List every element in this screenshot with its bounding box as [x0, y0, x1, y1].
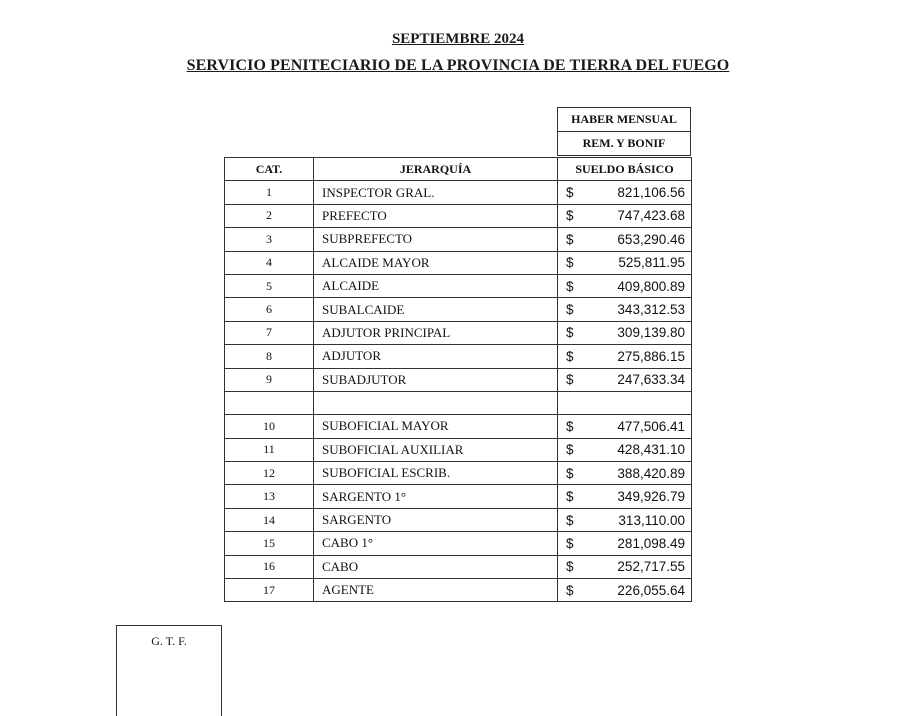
- salary-amount: 428,431.10: [617, 442, 685, 458]
- table-row: [225, 298, 692, 321]
- row-salary: [558, 415, 692, 438]
- row-rank: ADJUTOR PRINCIPAL: [314, 321, 558, 344]
- currency-symbol: $: [566, 231, 574, 247]
- currency-symbol: $: [566, 208, 574, 224]
- table-row: [225, 251, 692, 274]
- salary-amount: 477,506.41: [617, 418, 685, 434]
- row-salary: [558, 274, 692, 297]
- currency-symbol: $: [566, 185, 574, 201]
- table-header-row: [225, 158, 692, 181]
- row-category: 14: [225, 508, 314, 531]
- salary-amount: 275,886.15: [617, 348, 685, 364]
- salary-amount: 388,420.89: [617, 465, 685, 481]
- row-salary: [558, 321, 692, 344]
- row-rank: ALCAIDE: [314, 274, 558, 297]
- table-row: [225, 321, 692, 344]
- table-row: [225, 508, 692, 531]
- salary-amount: 281,098.49: [617, 535, 685, 551]
- row-category: 16: [225, 555, 314, 578]
- salary-table: [224, 157, 692, 602]
- empty-cell: [558, 391, 692, 414]
- document-month-title: SEPTIEMBRE 2024: [391, 31, 525, 47]
- row-rank: SUBOFICIAL ESCRIB.: [314, 462, 558, 485]
- row-rank: ALCAIDE MAYOR: [314, 251, 558, 274]
- row-rank: SUBOFICIAL MAYOR: [314, 415, 558, 438]
- row-rank: SUBADJUTOR: [314, 368, 558, 391]
- document-organization-title: SERVICIO PENITECIARIO DE LA PROVINCIA DE TIERRA DEL FUEGO: [186, 57, 730, 74]
- salary-amount: 409,800.89: [617, 278, 685, 294]
- currency-symbol: $: [566, 348, 574, 364]
- currency-symbol: $: [566, 278, 574, 294]
- row-rank: SARGENTO: [314, 508, 558, 531]
- currency-symbol: $: [566, 465, 574, 481]
- row-category: 4: [225, 251, 314, 274]
- row-category: 8: [225, 345, 314, 368]
- currency-symbol: $: [566, 489, 574, 505]
- row-rank: SUBOFICIAL AUXILIAR: [314, 438, 558, 461]
- table-row: [225, 462, 692, 485]
- table-row: [225, 485, 692, 508]
- row-category: 12: [225, 462, 314, 485]
- salary-header-line2: REM. Y BONIF: [558, 132, 691, 156]
- row-salary: [558, 251, 692, 274]
- salary-amount: 226,055.64: [617, 582, 685, 598]
- salary-amount: 653,290.46: [617, 231, 685, 247]
- salary-amount: 313,110.00: [618, 512, 685, 528]
- row-rank: SUBALCAIDE: [314, 298, 558, 321]
- row-salary: [558, 462, 692, 485]
- row-category: 17: [225, 579, 314, 602]
- row-category: 13: [225, 485, 314, 508]
- row-category: 11: [225, 438, 314, 461]
- row-salary: [558, 228, 692, 251]
- row-rank: SARGENTO 1°: [314, 485, 558, 508]
- salary-amount: 309,139.80: [617, 325, 685, 341]
- separator-row: [225, 391, 692, 414]
- table-row: [225, 532, 692, 555]
- table-row: [225, 579, 692, 602]
- table-row: [225, 228, 692, 251]
- row-salary: [558, 485, 692, 508]
- salary-amount: 525,811.95: [618, 255, 685, 271]
- row-category: 5: [225, 274, 314, 297]
- currency-symbol: $: [566, 512, 574, 528]
- column-header-cat: CAT.: [225, 158, 314, 181]
- table-row: [225, 555, 692, 578]
- row-rank: AGENTE: [314, 579, 558, 602]
- row-category: 6: [225, 298, 314, 321]
- currency-symbol: $: [566, 372, 574, 388]
- row-salary: [558, 181, 692, 204]
- row-category: 9: [225, 368, 314, 391]
- currency-symbol: $: [566, 255, 574, 271]
- row-category: 7: [225, 321, 314, 344]
- row-rank: CABO: [314, 555, 558, 578]
- table-row: [225, 204, 692, 227]
- row-salary: [558, 298, 692, 321]
- row-rank: SUBPREFECTO: [314, 228, 558, 251]
- salary-amount: 252,717.55: [617, 559, 685, 575]
- signature-stamp-box: [116, 625, 222, 716]
- row-category: 1: [225, 181, 314, 204]
- row-salary: [558, 438, 692, 461]
- currency-symbol: $: [566, 559, 574, 575]
- currency-symbol: $: [566, 442, 574, 458]
- salary-amount: 247,633.34: [617, 372, 685, 388]
- salary-header-line1: HABER MENSUAL: [558, 108, 691, 132]
- table-row: [225, 274, 692, 297]
- currency-symbol: $: [566, 325, 574, 341]
- table-row: [225, 181, 692, 204]
- table-row: [225, 438, 692, 461]
- row-rank: CABO 1°: [314, 532, 558, 555]
- salary-amount: 821,106.56: [617, 185, 685, 201]
- salary-amount: 747,423.68: [617, 208, 685, 224]
- currency-symbol: $: [566, 302, 574, 318]
- row-rank: ADJUTOR: [314, 345, 558, 368]
- row-category: 10: [225, 415, 314, 438]
- salary-amount: 349,926.79: [617, 489, 685, 505]
- currency-symbol: $: [566, 418, 574, 434]
- row-salary: [558, 508, 692, 531]
- row-salary: [558, 532, 692, 555]
- row-salary: [558, 368, 692, 391]
- stamp-label: G. T. F.: [151, 634, 187, 648]
- salary-amount: 343,312.53: [617, 302, 685, 318]
- row-salary: [558, 555, 692, 578]
- column-header-salary: SUELDO BÁSICO: [558, 158, 692, 181]
- row-category: 15: [225, 532, 314, 555]
- row-salary: [558, 579, 692, 602]
- currency-symbol: $: [566, 535, 574, 551]
- row-rank: PREFECTO: [314, 204, 558, 227]
- row-salary: [558, 345, 692, 368]
- currency-symbol: $: [566, 582, 574, 598]
- row-rank: INSPECTOR GRAL.: [314, 181, 558, 204]
- table-row: [225, 345, 692, 368]
- row-salary: [558, 204, 692, 227]
- row-category: 2: [225, 204, 314, 227]
- empty-cell: [314, 391, 558, 414]
- row-category: 3: [225, 228, 314, 251]
- table-row: [225, 415, 692, 438]
- salary-header-box: [557, 107, 691, 156]
- table-row: [225, 368, 692, 391]
- column-header-rank: JERARQUÍA: [314, 158, 558, 181]
- empty-cell: [225, 391, 314, 414]
